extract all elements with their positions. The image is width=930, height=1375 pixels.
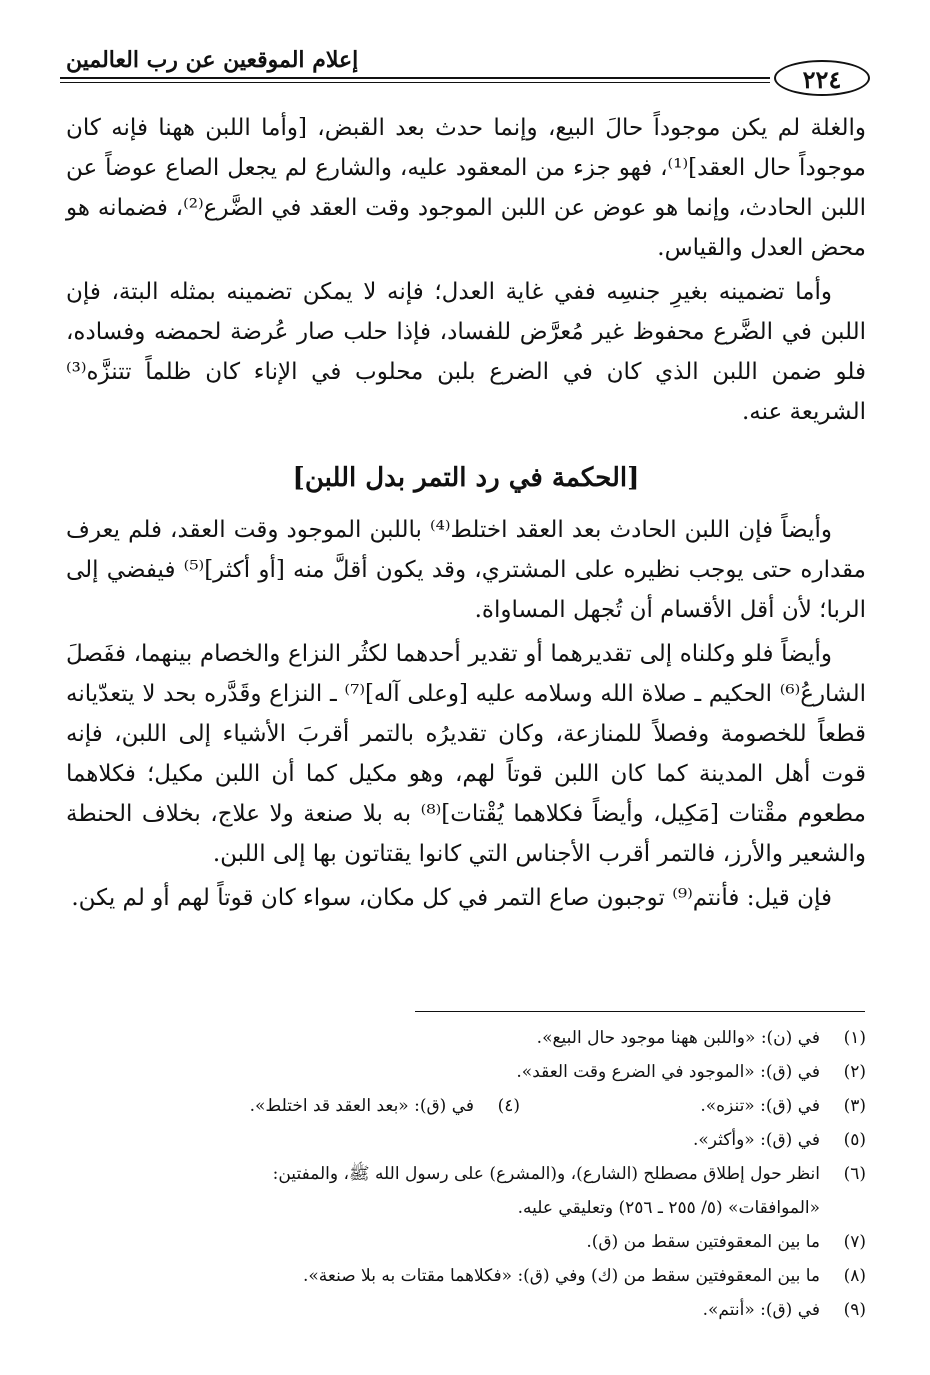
footnote-text: في (ق): «تنزه».: [700, 1096, 820, 1116]
footnote-text: انظر حول إطلاق مصطلح (الشارع)، و(المشرع) على رسول الله ﷺ، والمفتين:: [272, 1164, 820, 1184]
footnote-text: في (ق): «الموجود في الضرع وقت العقد».: [516, 1062, 820, 1082]
paragraph: فإن قيل: فأنتم⁽⁹⁾ توجبون صاع التمر في كل مكان، سواء كان قوتاً لهم أو لم يكن.: [71, 885, 832, 911]
footnote: [66, 1259, 866, 1293]
footnote: [66, 1055, 866, 1089]
footnote-text: ما بين المعقوفتين سقط من (ق).: [586, 1232, 820, 1252]
header-rule-thin: [60, 82, 770, 83]
footnote-number: (٨): [843, 1266, 866, 1286]
footnote-continuation: «الموافقات» (٥/ ٢٥٥ ـ ٢٥٦) وتعليقي عليه.: [517, 1198, 820, 1218]
page-number: ٢٢٤: [774, 60, 870, 96]
footnote-text: في (ق): «وأكثر».: [692, 1130, 820, 1150]
main-text: [66, 108, 866, 922]
footnote-text: في (ق): «بعد العقد قد اختلط».: [249, 1096, 474, 1116]
footnote-text: في (ق): «أنتم».: [702, 1300, 820, 1320]
footnote: [66, 1157, 866, 1191]
footnote-number: (٧): [843, 1232, 866, 1252]
footnotes: [66, 1021, 866, 1327]
footnote-number: (١): [843, 1028, 866, 1048]
header-rule: [60, 77, 770, 79]
footnote-pair: [66, 1089, 866, 1123]
paragraph: والغلة لم يكن موجوداً حالَ البيع، وإنما حدث بعد القبض، [وأما اللبن ههنا فإنه كان موجوداً حال العقد]⁽¹⁾، فهو جزء من المعقود عليه، والشارع لم يجعل الصاع عوضاً عن اللبن الحادث، وإنما هو عوض عن اللبن الموجود وقت العقد في الضَّرع⁽²⁾، فضمانه هو محض العدل والقياس.: [66, 115, 866, 261]
footnote-number: (٢): [843, 1062, 866, 1082]
paragraph: وأيضاً فلو وكلناه إلى تقديرهما أو تقدير أحدهما لكثُر النزاع والخصام بينهما، ففَصلَ الشارعُ⁽⁶⁾ الحكيم ـ صلاة الله وسلامه عليه [وعلى آله]⁽⁷⁾ ـ النزاع وقَدَّره بحد لا يتعدّيانه قطعاً للخصومة وفصلاً للمنازعة، وكان تقديرُه بالتمر أقربَ الأشياء إلى اللبن، فإنه قوت أهل المدينة كما كان اللبن قوتاً لهم، وهو مكيل كما أن اللبن مكيل؛ فكلاهما مطعوم مقْتات [مَكِيل، وأيضاً فكلاهما يُقْتات]⁽⁸⁾ به بلا صنعة ولا علاج، بخلاف الحنطة والشعير والأرز، فالتمر أقرب الأجناس التي كانوا يقتاتون بها إلى اللبن.: [66, 641, 866, 867]
footnote: [66, 1021, 866, 1055]
running-header: [60, 40, 870, 98]
footnote-separator: [415, 1011, 865, 1012]
footnote-number: (٤): [497, 1096, 520, 1116]
footnote: [66, 1293, 866, 1327]
book-title: إعلام الموقعين عن رب العالمين: [66, 47, 359, 73]
footnote: [66, 1123, 866, 1157]
footnote-text: في (ن): «واللبن ههنا موجود حال البيع».: [536, 1028, 820, 1048]
footnote-number: (٦): [843, 1164, 866, 1184]
section-heading: [الحكمة في رد التمر بدل اللبن]: [292, 463, 640, 493]
footnote-text: ما بين المعقوفتين سقط من (ك) وفي (ق): «فكلاهما مقتات به بلا صنعة».: [302, 1266, 820, 1286]
footnote: [66, 1225, 866, 1259]
paragraph: وأيضاً فإن اللبن الحادث بعد العقد اختلط⁽⁴⁾ باللبن الموجود وقت العقد، فلم يعرف مقداره حتى يوجب نظيره على المشتري، وقد يكون أقلَّ منه [أو أكثر]⁽⁵⁾ فيفضي إلى الربا؛ لأن أقل الأقسام أن تُجهل المساواة.: [66, 517, 866, 623]
footnote-number: (٩): [843, 1300, 866, 1320]
footnote-number: (٥): [843, 1130, 866, 1150]
footnote-number: (٣): [843, 1096, 866, 1116]
paragraph: وأما تضمينه بغيرِ جنسِه ففي غاية العدل؛ فإنه لا يمكن تضمينه بمثله البتة، فإن اللبن في الضَّرع محفوظ غير مُعرَّض للفساد، فإذا حلب صار عُرضة لحمضه وفساده، فلو ضمن اللبن الذي كان في الضرع بلبن محلوب في الإناء كان ظلماً تتنزَّه⁽³⁾ الشريعة عنه.: [66, 279, 866, 425]
